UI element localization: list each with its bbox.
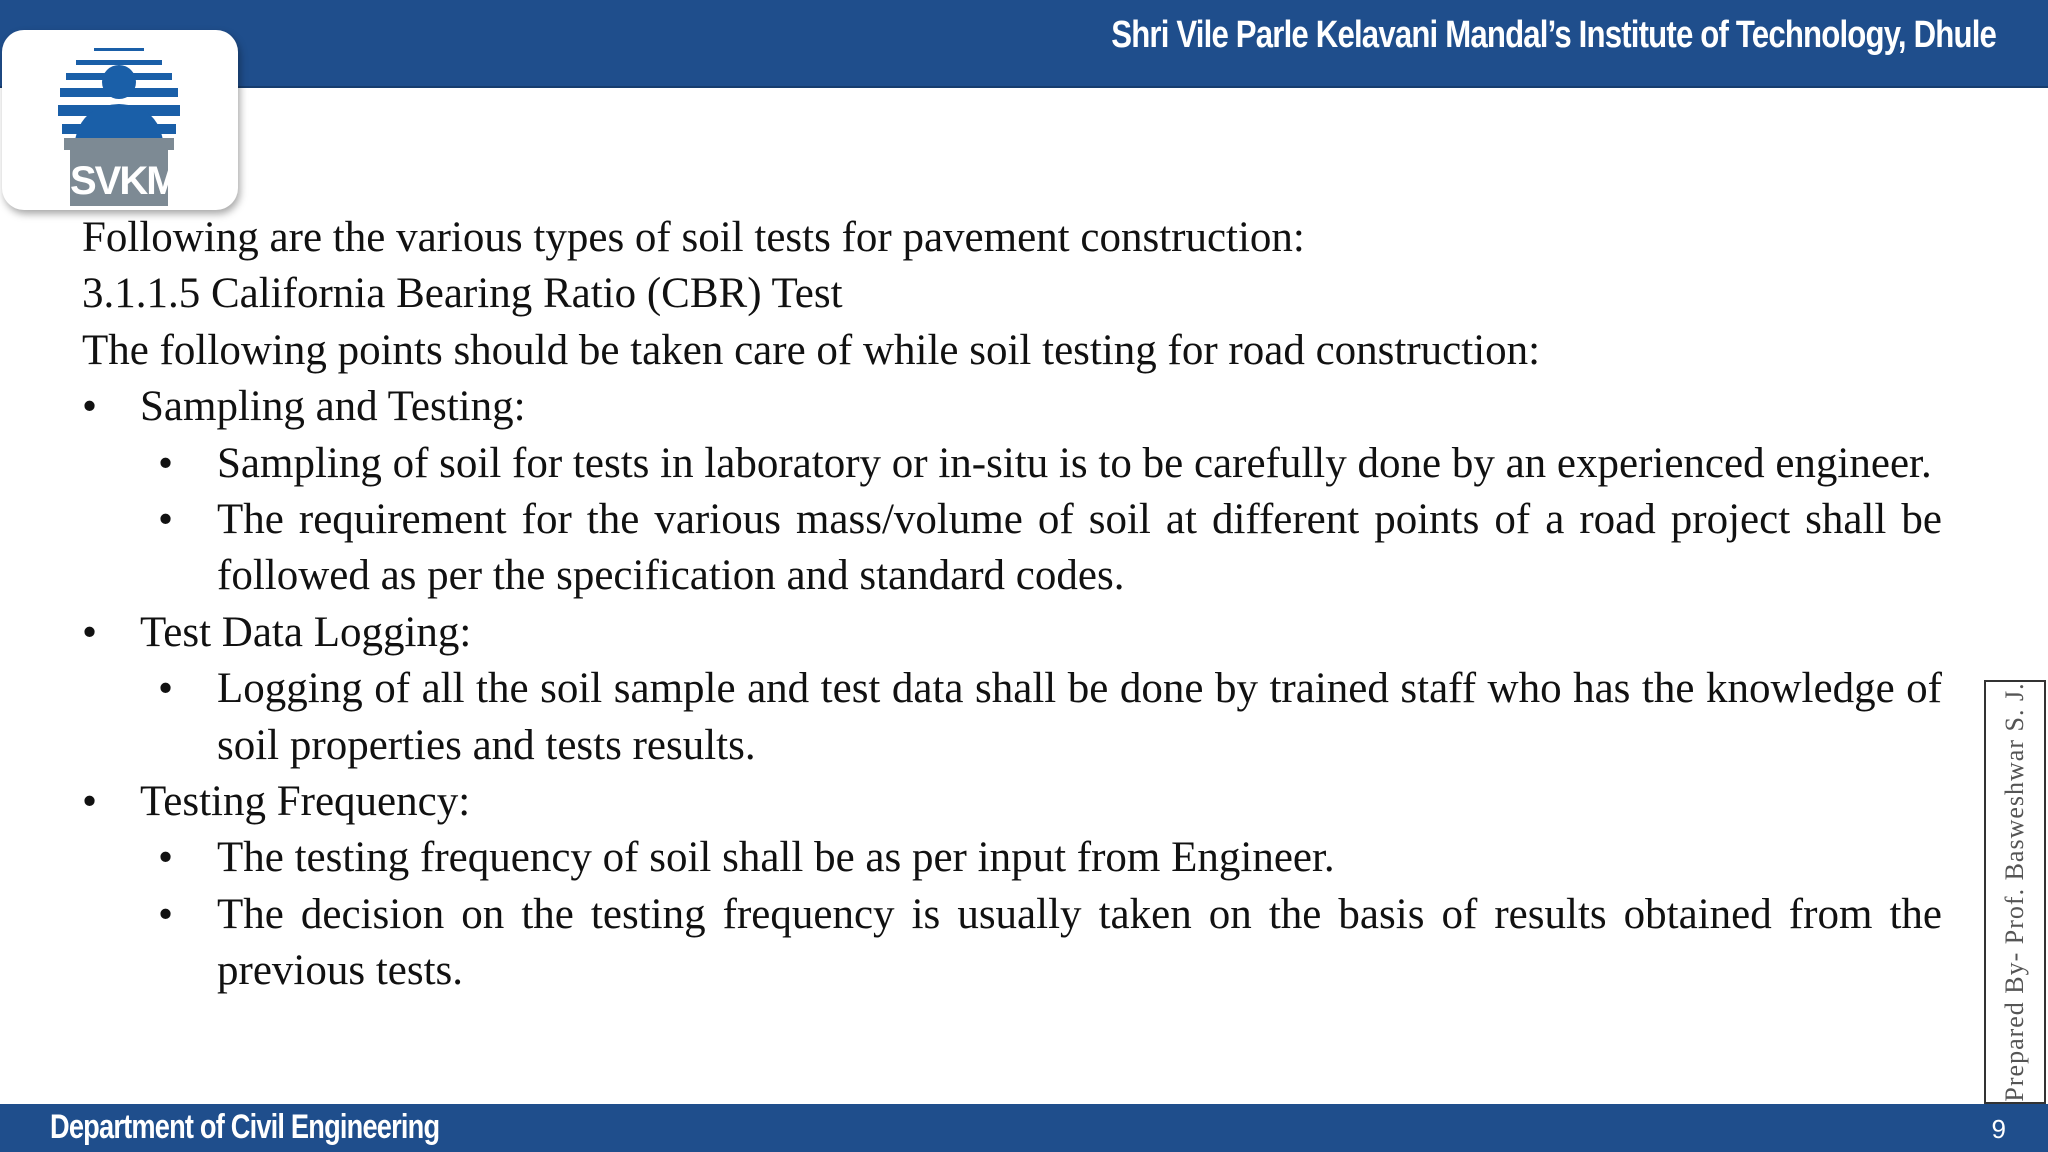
- intro-text: Following are the various types of soil tests for pavement construction:: [82, 214, 1305, 261]
- header-bar: [0, 0, 2048, 88]
- bullet-icon: •: [82, 608, 98, 656]
- bullet-icon: •: [158, 665, 174, 713]
- point-title: Sampling and Testing:: [140, 383, 526, 431]
- list-item: [82, 605, 1942, 661]
- author-note: [1984, 680, 2046, 1104]
- logo-text: SVKM: [70, 159, 178, 203]
- lead-text: The following points should be taken care of while soil testing for road construction:: [82, 326, 1541, 374]
- subpoint-text: Sampling of soil for tests in laboratory or in-situ is to be carefully done by an experienced engineer.: [217, 439, 1932, 487]
- bullet-icon: •: [82, 778, 98, 826]
- footer-bar: [0, 1104, 2048, 1152]
- subpoint-text: The testing frequency of soil shall be as per input from Engineer.: [217, 834, 1335, 882]
- list-item: [82, 774, 1942, 830]
- subpoint-text: The decision on the testing frequency is usually taken on the basis of results obtained from the previous tests.: [217, 890, 1942, 995]
- sub-list-item: [82, 887, 1942, 1000]
- sub-list-item: [82, 830, 1942, 886]
- bullet-icon: •: [158, 439, 174, 487]
- author-note-text: Prepared By- Prof. Basweshwar S. J.: [2000, 682, 2029, 1102]
- sub-list-item: [82, 492, 1942, 605]
- bullet-icon: •: [158, 496, 174, 544]
- bullet-icon: •: [82, 383, 98, 431]
- page-number: 9: [1991, 1114, 2006, 1144]
- sub-list-item: [82, 661, 1942, 774]
- sub-list-item: [82, 436, 1942, 492]
- subpoint-text: Logging of all the soil sample and test data shall be done by trained staff who has the knowledge of soil properties and tests results.: [217, 665, 1942, 769]
- svkm-logo: [2, 30, 238, 210]
- slide-content: [82, 210, 1942, 1000]
- institute-name: Shri Vile Parle Kelavani Mandal’s Institute of Technology, Dhule: [1111, 14, 1996, 56]
- bullet-icon: •: [158, 834, 174, 882]
- department-name: Department of Civil Engineering: [50, 1108, 440, 1146]
- list-item: [82, 379, 1942, 435]
- point-title: Test Data Logging:: [140, 608, 472, 656]
- point-title: Testing Frequency:: [140, 778, 471, 826]
- bullet-icon: •: [158, 890, 174, 938]
- section-heading: 3.1.1.5 California Bearing Ratio (CBR) Test: [82, 270, 843, 318]
- subpoint-text: The requirement for the various mass/volume of soil at different points of a road project shall be followed as per the specification and standard codes.: [217, 496, 1942, 600]
